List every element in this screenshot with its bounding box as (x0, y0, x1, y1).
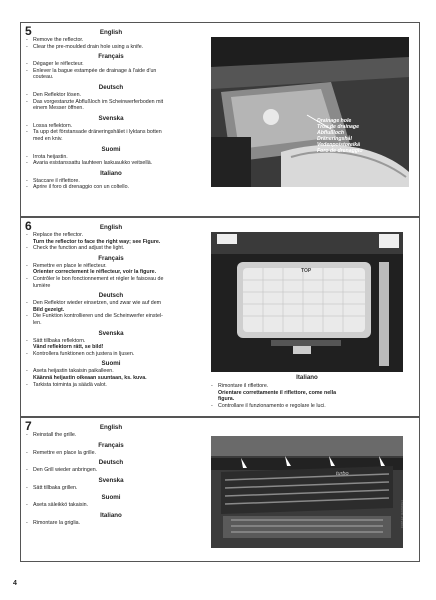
language-heading: English (99, 29, 123, 36)
step-5-panel (20, 22, 420, 217)
language-heading: Svenska (98, 476, 124, 484)
instruction-line: - Check the function and adjust the light. (26, 245, 125, 252)
instruction-line: - Remettre en place la grille. (26, 449, 97, 456)
instruction-line: couteau. (33, 74, 54, 81)
instruction-line: - Aprire il foro di drenaggio con un coltello. (26, 184, 129, 191)
language-heading: Suomi (101, 494, 121, 502)
instruction-line: len. (33, 320, 42, 326)
reflector-photo (211, 232, 403, 372)
language-heading: Svenska (98, 114, 124, 122)
instruction-line: - Die Funktion kontrollieren und die Scheinwerfer einstel- (26, 313, 163, 320)
margin-note: CAPA EP 1E0206/1E1 (400, 500, 404, 528)
instruction-line: - Lossa reflektorn. (26, 122, 73, 129)
language-heading: Français (98, 441, 124, 449)
language-heading: English (99, 224, 123, 231)
drainage-hole-photo (211, 37, 409, 187)
instruction-line: lumière (33, 282, 51, 289)
turbo-badge: turbo (336, 471, 349, 477)
language-heading: Italiano (100, 169, 122, 177)
step-number: 6 (25, 219, 32, 233)
instruction-line: Käännä heijastin oikeaan suuntaan, ks. kuva. (33, 375, 147, 381)
top-label: TOP (301, 268, 312, 274)
caption-line: Foro de drenaggio (317, 147, 363, 154)
caption-line: Vedenpoistoreikä (317, 141, 361, 148)
caption-line: Abflußloch (317, 129, 345, 136)
language-heading: Français (98, 53, 124, 61)
instruction-line: - Rimontare la griglia. (26, 520, 81, 526)
instruction-line: - Replace the reflector. (26, 232, 84, 238)
instruction-line: med en kniv. (33, 136, 63, 142)
instruction-line: Turn the reflector to face the right way; see Figure. (33, 238, 161, 245)
instruction-line: - Den Grill wieder anbringen. (26, 467, 98, 474)
instruction-line: - Kontrollera funktionen och justera in ljusen. (26, 350, 135, 357)
drainage-hole-caption (317, 119, 409, 154)
language-heading: Deutsch (98, 459, 124, 467)
caption-line: Dräneringshål (317, 135, 352, 142)
language-heading: Svenska (98, 329, 124, 337)
instruction-line: - Dégager le réflecteur. (26, 61, 84, 68)
instruction-line: - Sätt tillbaka grillen. (26, 484, 78, 491)
instruction-line: - Aseta heijastin takaisin paikalleen. (26, 368, 114, 375)
instruction-line: Bild gezeigt. (33, 306, 65, 313)
instruction-line: - Remove the reflector. (26, 37, 84, 43)
language-heading: Suomi (101, 360, 121, 368)
instruction-line: einem Messer öffnen. (33, 105, 84, 112)
language-heading: Français (98, 254, 124, 262)
instruction-line: - Irrota heijastin. (26, 153, 68, 160)
step-number: 7 (25, 419, 32, 433)
language-heading: Italiano (296, 374, 318, 381)
page-number: 4 (13, 580, 17, 587)
instruction-line: - Clear the pre-moulded drain hole using a knife. (26, 43, 144, 50)
step-6-panel (20, 217, 420, 417)
language-heading: Deutsch (98, 292, 124, 300)
language-heading: Deutsch (98, 84, 124, 91)
caption-line: Trou de drainage (317, 123, 359, 130)
instruction-line: - Tarkista toiminta ja säädä valot. (26, 381, 107, 388)
instruction-line: - Sätt tillbaka reflektorn. (26, 337, 86, 344)
grille-photo (211, 436, 403, 548)
step-number: 5 (25, 24, 32, 38)
instruction-line: - Staccare il riflettore. (26, 177, 80, 184)
instruction-line: - Contrôler le bon fonctionnement et régler le faisceau de (26, 276, 164, 282)
instruction-line: - Den Reflektor lösen. (26, 92, 81, 98)
instruction-line: - Aseta säleikkö takaisin. (26, 502, 89, 509)
language-heading: English (99, 424, 123, 431)
language-heading: Italiano (100, 512, 122, 519)
instruction-line: - Das vorgestanzte Abflußloch im Scheinwerferboden mit (26, 98, 164, 105)
instruction-line: - Controllare il funzionamento e regolare le luci. (211, 402, 326, 409)
instruction-line: Orienter correctement le réflecteur, voir la figure. (33, 269, 157, 276)
caption-line: Drainage hole (317, 118, 352, 124)
instruction-line: - Avaria esistanssattu lauhteen laskuaukko veitsellä. (26, 160, 153, 167)
instruction-line: Orientare correttamente il riflettore, come nella (218, 389, 337, 396)
instruction-line: - Reinstall the grille. (26, 432, 77, 438)
language-heading: Suomi (101, 145, 121, 153)
instruction-line: - Enlever la bague estampée de drainage à l'aide d'un (26, 67, 157, 74)
instruction-line: - Den Reflektor wieder einsetzen, und zwar wie auf dem (26, 300, 162, 307)
instruction-line: - Remettre en place le réflecteur. (26, 262, 107, 269)
instruction-line: figura. (218, 396, 235, 403)
instruction-line: - Ta upp det förstansade dräneringshålet i lyktans botten (26, 129, 162, 136)
instruction-line: Vänd reflektorn rätt, se bild! (33, 344, 104, 351)
instruction-line: - Rimontare il riflettore. (211, 383, 269, 389)
step-7-panel (20, 417, 420, 562)
